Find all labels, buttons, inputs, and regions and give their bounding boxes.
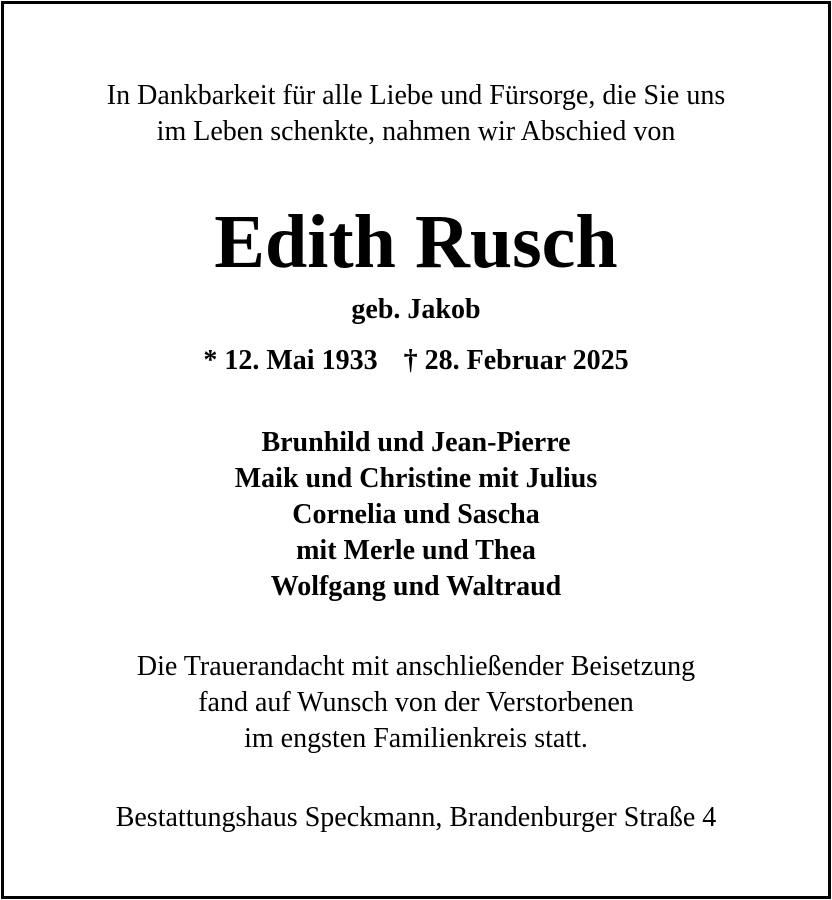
- death-date: † 28. Februar 2025: [403, 345, 629, 376]
- mourner-line: mit Merle und Thea: [296, 535, 536, 566]
- funeral-home: Bestattungshaus Speckmann, Brandenburger Straße 4: [115, 802, 717, 833]
- service-text-line: fand auf Wunsch von der Verstorbenen: [198, 687, 634, 718]
- intro-line-1: In Dankbarkeit für alle Liebe und Fürsorge, die Sie uns: [106, 80, 726, 111]
- mourner-line: Cornelia und Sascha: [292, 499, 540, 530]
- obituary-notice: [1, 1, 831, 899]
- mourner-line: Brunhild und Jean-Pierre: [261, 427, 571, 458]
- intro-line-2: im Leben schenkte, nahmen wir Abschied von: [156, 116, 676, 147]
- deceased-name: Edith Rusch: [214, 200, 618, 284]
- birth-date: * 12. Mai 1933: [203, 345, 378, 376]
- service-text-line: Die Trauerandacht mit anschließender Beisetzung: [136, 651, 696, 682]
- mourner-line: Maik und Christine mit Julius: [234, 463, 598, 494]
- mourner-line: Wolfgang und Waltraud: [270, 571, 562, 602]
- maiden-name: geb. Jakob: [351, 294, 481, 325]
- life-dates: [4, 347, 828, 375]
- service-text-line: im engsten Familienkreis statt.: [244, 723, 588, 754]
